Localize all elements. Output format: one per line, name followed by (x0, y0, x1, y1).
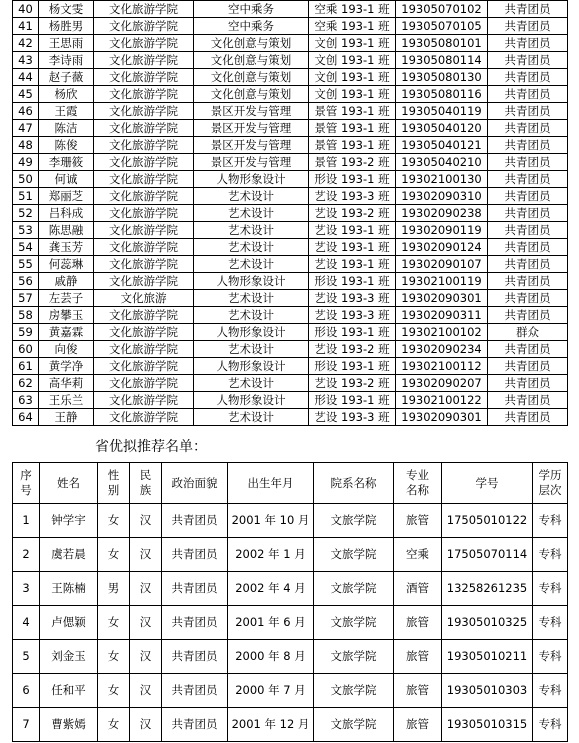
cell-class: 艺设 193-3 班 (309, 409, 396, 426)
cell-id: 19302090238 (396, 205, 488, 222)
cell-college: 文化旅游学院 (94, 324, 194, 341)
cell-no: 59 (13, 324, 39, 341)
cell-college: 文化旅游学院 (94, 375, 194, 392)
cell-status: 共青团员 (488, 273, 568, 290)
cell-no: 6 (13, 674, 40, 708)
cell-education: 专科 (533, 606, 568, 640)
cell-college: 文化旅游学院 (94, 137, 194, 154)
cell-class: 文创 193-1 班 (309, 35, 396, 52)
cell-college: 文旅学院 (314, 708, 394, 742)
cell-class: 艺设 193-3 班 (309, 290, 396, 307)
cell-id: 19305010303 (442, 674, 533, 708)
cell-ethnicity: 汉 (130, 538, 162, 572)
cell-name: 陈思融 (39, 222, 94, 239)
cell-class: 空乘 193-1 班 (309, 1, 396, 18)
cell-gender: 男 (98, 572, 130, 606)
cell-ethnicity: 汉 (130, 708, 162, 742)
recommend-body (13, 504, 568, 742)
cell-name: 向俊 (39, 341, 94, 358)
cell-ethnicity: 汉 (130, 606, 162, 640)
cell-major: 艺术设计 (194, 256, 309, 273)
cell-name: 王霞 (39, 103, 94, 120)
cell-class: 景管 193-2 班 (309, 154, 396, 171)
cell-name: 何蕊琳 (39, 256, 94, 273)
cell-no: 47 (13, 120, 39, 137)
cell-major: 文化创意与策划 (194, 86, 309, 103)
cell-name: 王陈楠 (40, 572, 98, 606)
table-row (13, 137, 568, 154)
header-college: 院系名称 (314, 463, 394, 504)
cell-name: 李诗雨 (39, 52, 94, 69)
cell-college: 文化旅游学院 (94, 222, 194, 239)
cell-no: 62 (13, 375, 39, 392)
cell-id: 19305040210 (396, 154, 488, 171)
cell-name: 黄学净 (39, 358, 94, 375)
cell-gender: 女 (98, 504, 130, 538)
table-row (13, 222, 568, 239)
cell-name: 高华莉 (39, 375, 94, 392)
cell-no: 44 (13, 69, 39, 86)
cell-college: 文化旅游学院 (94, 239, 194, 256)
cell-id: 19302090119 (396, 222, 488, 239)
cell-class: 艺设 193-3 班 (309, 188, 396, 205)
cell-college: 文化旅游学院 (94, 1, 194, 18)
cell-class: 艺设 193-1 班 (309, 256, 396, 273)
cell-college: 文化旅游学院 (94, 409, 194, 426)
cell-no: 45 (13, 86, 39, 103)
cell-id: 19302090207 (396, 375, 488, 392)
cell-class: 空乘 193-1 班 (309, 18, 396, 35)
cell-id: 19305080101 (396, 35, 488, 52)
cell-class: 形设 193-1 班 (309, 358, 396, 375)
cell-major: 艺术设计 (194, 239, 309, 256)
table-row (13, 120, 568, 137)
cell-id: 19302090124 (396, 239, 488, 256)
cell-status: 共青团员 (488, 86, 568, 103)
cell-political: 共青团员 (162, 674, 228, 708)
cell-college: 文化旅游学院 (94, 171, 194, 188)
cell-no: 7 (13, 708, 40, 742)
cell-education: 专科 (533, 640, 568, 674)
table-row (13, 256, 568, 273)
cell-id: 19305010211 (442, 640, 533, 674)
cell-no: 51 (13, 188, 39, 205)
cell-name: 杨文雯 (39, 1, 94, 18)
table-row (13, 307, 568, 324)
table-row (13, 324, 568, 341)
cell-name: 卢偲颖 (40, 606, 98, 640)
cell-name: 房攀玉 (39, 307, 94, 324)
cell-id: 19302090301 (396, 290, 488, 307)
cell-college: 文化旅游 (94, 290, 194, 307)
cell-status: 共青团员 (488, 120, 568, 137)
cell-political: 共青团员 (162, 606, 228, 640)
cell-major: 旅管 (394, 640, 442, 674)
student-list-body (13, 1, 568, 426)
cell-class: 景管 193-1 班 (309, 103, 396, 120)
cell-college: 文化旅游学院 (94, 52, 194, 69)
cell-status: 共青团员 (488, 35, 568, 52)
cell-college: 文化旅游学院 (94, 341, 194, 358)
table-row (13, 640, 568, 674)
cell-status: 共青团员 (488, 222, 568, 239)
table-row (13, 606, 568, 640)
cell-major: 景区开发与管理 (194, 103, 309, 120)
cell-education: 专科 (533, 504, 568, 538)
table-row (13, 1, 568, 18)
cell-no: 1 (13, 504, 40, 538)
cell-class: 形设 193-1 班 (309, 171, 396, 188)
cell-status: 共青团员 (488, 409, 568, 426)
cell-id: 19305040120 (396, 120, 488, 137)
header-education: 学历层次 (533, 463, 568, 504)
cell-major: 人物形象设计 (194, 171, 309, 188)
table-row (13, 18, 568, 35)
cell-college: 文旅学院 (314, 504, 394, 538)
cell-college: 文化旅游学院 (94, 392, 194, 409)
cell-birth: 2001 年 12 月 (228, 708, 314, 742)
cell-major: 人物形象设计 (194, 358, 309, 375)
cell-name: 刘金玉 (40, 640, 98, 674)
cell-no: 53 (13, 222, 39, 239)
cell-no: 63 (13, 392, 39, 409)
cell-id: 19302090234 (396, 341, 488, 358)
cell-id: 19302100119 (396, 273, 488, 290)
table-row (13, 409, 568, 426)
cell-birth: 2001 年 6 月 (228, 606, 314, 640)
student-list-table (12, 0, 568, 426)
cell-id: 19302100130 (396, 171, 488, 188)
cell-class: 形设 193-1 班 (309, 324, 396, 341)
cell-id: 17505010122 (442, 504, 533, 538)
cell-no: 48 (13, 137, 39, 154)
cell-major: 空乘 (394, 538, 442, 572)
cell-id: 19305080130 (396, 69, 488, 86)
cell-no: 49 (13, 154, 39, 171)
cell-major: 景区开发与管理 (194, 137, 309, 154)
cell-major: 艺术设计 (194, 222, 309, 239)
cell-status: 共青团员 (488, 103, 568, 120)
cell-major: 旅管 (394, 708, 442, 742)
cell-name: 虞若晨 (40, 538, 98, 572)
table-row (13, 205, 568, 222)
cell-status: 共青团员 (488, 188, 568, 205)
table-row (13, 538, 568, 572)
cell-major: 旅管 (394, 606, 442, 640)
cell-college: 文化旅游学院 (94, 18, 194, 35)
cell-political: 共青团员 (162, 572, 228, 606)
cell-college: 文旅学院 (314, 640, 394, 674)
cell-name: 陈洁 (39, 120, 94, 137)
cell-name: 杨欣 (39, 86, 94, 103)
cell-class: 文创 193-1 班 (309, 52, 396, 69)
cell-major: 艺术设计 (194, 341, 309, 358)
cell-no: 41 (13, 18, 39, 35)
cell-college: 文化旅游学院 (94, 69, 194, 86)
cell-no: 42 (13, 35, 39, 52)
header-ethnicity: 民族 (130, 463, 162, 504)
header-major: 专业名称 (394, 463, 442, 504)
cell-name: 钟学宇 (40, 504, 98, 538)
table-row (13, 35, 568, 52)
cell-name: 王静 (39, 409, 94, 426)
cell-college: 文旅学院 (314, 538, 394, 572)
cell-status: 共青团员 (488, 256, 568, 273)
cell-no: 64 (13, 409, 39, 426)
cell-birth: 2000 年 7 月 (228, 674, 314, 708)
cell-id: 19302100112 (396, 358, 488, 375)
cell-status: 共青团员 (488, 1, 568, 18)
cell-name: 吕科成 (39, 205, 94, 222)
cell-status: 群众 (488, 324, 568, 341)
cell-college: 文化旅游学院 (94, 256, 194, 273)
cell-college: 文旅学院 (314, 572, 394, 606)
cell-class: 文创 193-1 班 (309, 69, 396, 86)
cell-name: 李珊筱 (39, 154, 94, 171)
cell-political: 共青团员 (162, 640, 228, 674)
cell-major: 人物形象设计 (194, 392, 309, 409)
cell-no: 60 (13, 341, 39, 358)
table-row (13, 273, 568, 290)
cell-no: 57 (13, 290, 39, 307)
cell-college: 文化旅游学院 (94, 358, 194, 375)
cell-college: 文化旅游学院 (94, 103, 194, 120)
cell-class: 形设 193-1 班 (309, 273, 396, 290)
cell-major: 旅管 (394, 674, 442, 708)
cell-college: 文化旅游学院 (94, 154, 194, 171)
recommend-header-row (13, 463, 568, 504)
cell-name: 杨胜男 (39, 18, 94, 35)
cell-status: 共青团员 (488, 392, 568, 409)
cell-major: 人物形象设计 (194, 273, 309, 290)
cell-major: 艺术设计 (194, 307, 309, 324)
cell-college: 文化旅游学院 (94, 188, 194, 205)
cell-class: 艺设 193-1 班 (309, 222, 396, 239)
cell-college: 文旅学院 (314, 606, 394, 640)
cell-no: 5 (13, 640, 40, 674)
cell-id: 19305010325 (442, 606, 533, 640)
cell-college: 文化旅游学院 (94, 273, 194, 290)
cell-name: 何诚 (39, 171, 94, 188)
table-row (13, 341, 568, 358)
table-row (13, 188, 568, 205)
cell-major: 文化创意与策划 (194, 69, 309, 86)
cell-name: 戚静 (39, 273, 94, 290)
cell-political: 共青团员 (162, 504, 228, 538)
cell-class: 艺设 193-1 班 (309, 239, 396, 256)
cell-id: 19302090311 (396, 307, 488, 324)
table-row (13, 69, 568, 86)
table-row (13, 708, 568, 742)
cell-name: 王思雨 (39, 35, 94, 52)
cell-status: 共青团员 (488, 290, 568, 307)
section-heading: 省优拟推荐名单： (95, 439, 207, 455)
cell-college: 文旅学院 (314, 674, 394, 708)
cell-major: 艺术设计 (194, 375, 309, 392)
table-row (13, 290, 568, 307)
cell-id: 19302090301 (396, 409, 488, 426)
cell-major: 人物形象设计 (194, 324, 309, 341)
cell-class: 形设 193-1 班 (309, 392, 396, 409)
cell-id: 19305010315 (442, 708, 533, 742)
cell-education: 专科 (533, 538, 568, 572)
cell-no: 2 (13, 538, 40, 572)
header-gender: 性别 (98, 463, 130, 504)
cell-no: 52 (13, 205, 39, 222)
cell-ethnicity: 汉 (130, 572, 162, 606)
cell-college: 文化旅游学院 (94, 86, 194, 103)
cell-college: 文化旅游学院 (94, 205, 194, 222)
cell-name: 赵子薇 (39, 69, 94, 86)
table-row (13, 392, 568, 409)
cell-status: 共青团员 (488, 171, 568, 188)
cell-major: 文化创意与策划 (194, 52, 309, 69)
cell-status: 共青团员 (488, 239, 568, 256)
header-name: 姓名 (40, 463, 98, 504)
cell-no: 61 (13, 358, 39, 375)
cell-major: 艺术设计 (194, 205, 309, 222)
cell-no: 55 (13, 256, 39, 273)
table-row (13, 375, 568, 392)
cell-birth: 2002 年 1 月 (228, 538, 314, 572)
cell-status: 共青团员 (488, 69, 568, 86)
cell-name: 曹紫嫣 (40, 708, 98, 742)
cell-ethnicity: 汉 (130, 640, 162, 674)
cell-class: 艺设 193-2 班 (309, 205, 396, 222)
cell-name: 龚玉芳 (39, 239, 94, 256)
cell-status: 共青团员 (488, 154, 568, 171)
cell-name: 王乐兰 (39, 392, 94, 409)
cell-id: 19302090107 (396, 256, 488, 273)
cell-no: 3 (13, 572, 40, 606)
cell-no: 58 (13, 307, 39, 324)
table-row (13, 103, 568, 120)
cell-no: 56 (13, 273, 39, 290)
cell-id: 19305080114 (396, 52, 488, 69)
cell-id: 17505070114 (442, 538, 533, 572)
cell-status: 共青团员 (488, 137, 568, 154)
cell-name: 黄嘉霖 (39, 324, 94, 341)
cell-id: 13258261235 (442, 572, 533, 606)
cell-birth: 2002 年 4 月 (228, 572, 314, 606)
cell-name: 左芸子 (39, 290, 94, 307)
cell-major: 艺术设计 (194, 188, 309, 205)
cell-major: 景区开发与管理 (194, 120, 309, 137)
cell-birth: 2001 年 10 月 (228, 504, 314, 538)
cell-major: 文化创意与策划 (194, 35, 309, 52)
cell-id: 19305070102 (396, 1, 488, 18)
cell-class: 艺设 193-2 班 (309, 341, 396, 358)
cell-education: 专科 (533, 674, 568, 708)
cell-college: 文化旅游学院 (94, 120, 194, 137)
cell-major: 景区开发与管理 (194, 154, 309, 171)
cell-no: 46 (13, 103, 39, 120)
cell-class: 景管 193-1 班 (309, 137, 396, 154)
cell-no: 4 (13, 606, 40, 640)
cell-no: 54 (13, 239, 39, 256)
cell-education: 专科 (533, 572, 568, 606)
cell-status: 共青团员 (488, 52, 568, 69)
cell-status: 共青团员 (488, 358, 568, 375)
cell-name: 陈俊 (39, 137, 94, 154)
cell-ethnicity: 汉 (130, 504, 162, 538)
cell-id: 19305040119 (396, 103, 488, 120)
cell-ethnicity: 汉 (130, 674, 162, 708)
cell-status: 共青团员 (488, 375, 568, 392)
recommend-table (12, 462, 568, 742)
cell-gender: 女 (98, 538, 130, 572)
table-row (13, 504, 568, 538)
table-row (13, 52, 568, 69)
header-political: 政治面貌 (162, 463, 228, 504)
cell-status: 共青团员 (488, 307, 568, 324)
cell-no: 50 (13, 171, 39, 188)
cell-college: 文化旅游学院 (94, 307, 194, 324)
cell-political: 共青团员 (162, 538, 228, 572)
table-row (13, 674, 568, 708)
cell-name: 郑丽芝 (39, 188, 94, 205)
cell-status: 共青团员 (488, 18, 568, 35)
cell-birth: 2000 年 8 月 (228, 640, 314, 674)
header-birth: 出生年月 (228, 463, 314, 504)
cell-gender: 女 (98, 674, 130, 708)
header-no: 序号 (13, 463, 40, 504)
header-id: 学号 (442, 463, 533, 504)
cell-id: 19305040121 (396, 137, 488, 154)
cell-class: 文创 193-1 班 (309, 86, 396, 103)
cell-education: 专科 (533, 708, 568, 742)
cell-id: 19302100122 (396, 392, 488, 409)
cell-college: 文化旅游学院 (94, 35, 194, 52)
cell-class: 艺设 193-2 班 (309, 375, 396, 392)
cell-gender: 女 (98, 606, 130, 640)
table-row (13, 572, 568, 606)
cell-id: 19302090310 (396, 188, 488, 205)
table-row (13, 239, 568, 256)
cell-class: 艺设 193-3 班 (309, 307, 396, 324)
cell-id: 19305070105 (396, 18, 488, 35)
cell-no: 40 (13, 1, 39, 18)
table-row (13, 154, 568, 171)
cell-no: 43 (13, 52, 39, 69)
cell-major: 艺术设计 (194, 290, 309, 307)
cell-class: 景管 193-1 班 (309, 120, 396, 137)
table-row (13, 358, 568, 375)
cell-gender: 女 (98, 640, 130, 674)
cell-major: 酒管 (394, 572, 442, 606)
cell-political: 共青团员 (162, 708, 228, 742)
cell-status: 共青团员 (488, 341, 568, 358)
cell-name: 任和平 (40, 674, 98, 708)
cell-status: 共青团员 (488, 205, 568, 222)
cell-gender: 女 (98, 708, 130, 742)
table-row (13, 171, 568, 188)
cell-major: 旅管 (394, 504, 442, 538)
table-row (13, 86, 568, 103)
cell-major: 空中乘务 (194, 18, 309, 35)
cell-id: 19305080116 (396, 86, 488, 103)
cell-id: 19302100102 (396, 324, 488, 341)
cell-major: 空中乘务 (194, 1, 309, 18)
cell-major: 艺术设计 (194, 409, 309, 426)
